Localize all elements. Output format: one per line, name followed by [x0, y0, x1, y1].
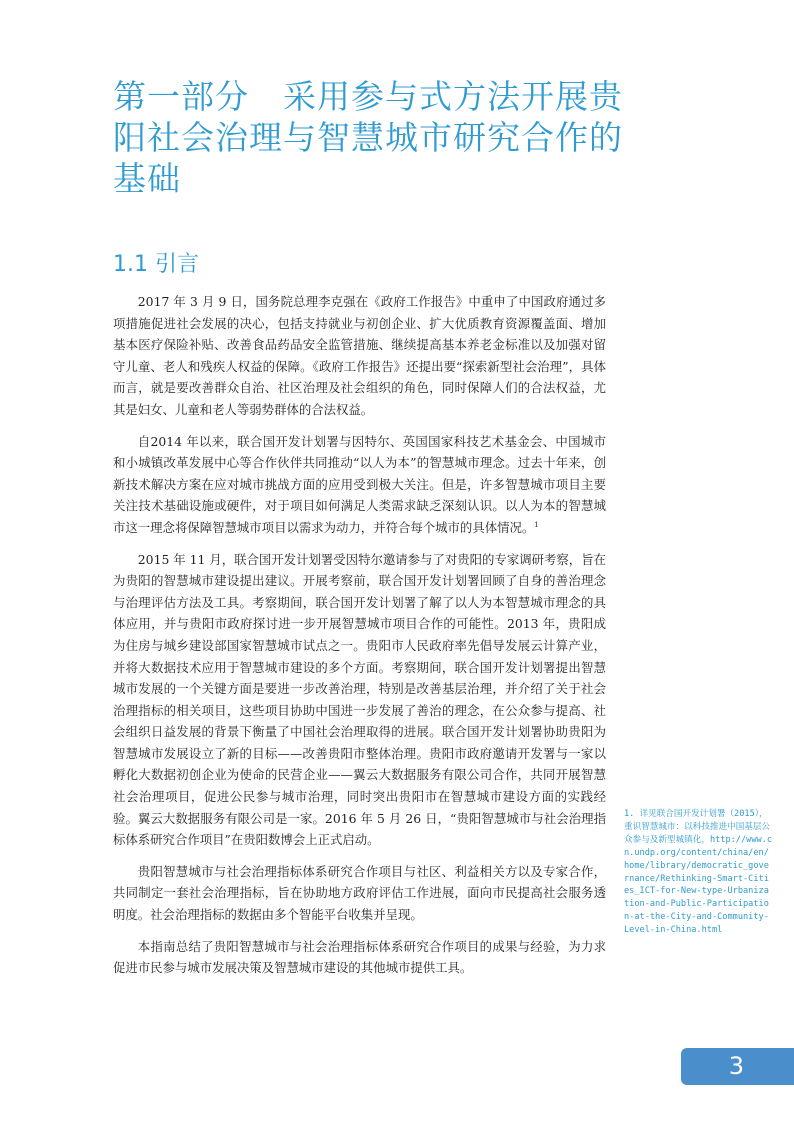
footnote: 1. 详见联合国开发计划署（2015），重识智慧城市：以科技推进中国基层公众参与及新型城镇化，http://www.cn.undp.org/content/china/en/home/library/democratic_governance/Rethinking-Smart-Cities_ICT-for-New-type-Urbanization-and-Public-Participation-at-the-City-and-Community-Level-in-China.html	[624, 809, 773, 936]
paragraph-1	[113, 291, 606, 421]
paragraph-3-text: 2015 年 11 月，联合国开发计划署受因特尔邀请参与了对贵阳的专家调研考察，旨在为贵阳的智慧城市建设提出建议。开展考察前，联合国开发计划署回顾了自身的善治理念与治理评估方法及工具。考察期间，联合国开发计划署了解了以人为本智慧城市理念的具体应用，并与贵阳市政府探讨进一步开展智慧城市项目合作的可能性。2013 年，贵阳成为住房与城乡建设部国家智慧城市试点之一。贵阳市人民政府率先倡导发展云计算产业，并将大数据技术应用于智慧城市建设的多个方面。考察期间，联合国开发计划署提出智慧城市发展的一个关键方面是要进一步改善治理，特别是改善基层治理，并介绍了关于社会治理指标的相关项目，这些项目协助中国进一步发展了善治的理念，在公众参与提高、社会组织日益发展的背景下衡量了中国社会治理取得的进展。联合国开发计划署协助贵阳为智慧城市发展设立了新的目标——改善贵阳市整体治理。贵阳市政府邀请开发署与一家以孵化大数据初创企业为使命的民营企业——翼云大数据服务有限公司合作，共同开展智慧社会治理项目，促进公民参与城市治理，同时突出贵阳市在智慧城市建设方面的实践经验。翼云大数据服务有限公司是一家。2016 年 5 月 26 日，“贵阳智慧城市与社会治理指标体系研究合作项目”在贵阳数博会上正式启动。	[113, 551, 606, 848]
paragraph-4-text: 贵阳智慧城市与社会治理指标体系研究合作项目与社区、利益相关方以及专家合作，共同制定一套社会治理指标，旨在协助地方政府评估工作进展，面向市民提高社会服务透明度。社会治理指标的数据由多个智能平台收集并呈现。	[113, 863, 606, 923]
paragraph-5-text: 本指南总结了贵阳智慧城市与社会治理指标体系研究合作项目的成果与经验，为力求促进市民参与城市发展决策及智慧城市建设的其他城市提供工具。	[113, 938, 606, 976]
chapter-title: 第一部分 采用参与式方法开展贵阳社会治理与智慧城市研究合作的基础	[113, 77, 623, 198]
paragraph-2-text: 自2014 年以来，联合国开发计划署与因特尔、英国国家科技艺术基金会、中国城市和小城镇改革发展中心等合作伙伴共同推动“以人为本”的智慧城市理念。过去十年来，创新技术解决方案在应对城市挑战方面的应用受到极大关注。但是，许多智慧城市项目主要关注技术基础设施或硬件，对于项目如何满足人类需求缺乏深刻认识。以人为本的智慧城市这一理念将保障智慧城市项目以需求为动力，并符合每个城市的具体情况。	[113, 433, 606, 535]
paragraph-3	[113, 549, 606, 851]
page-number-tab	[681, 1048, 794, 1085]
footnote-marker[interactable]: 1	[534, 520, 539, 529]
page-number: 3	[728, 1052, 744, 1080]
paragraph-2	[113, 431, 606, 539]
paragraph-1-text: 2017 年 3 月 9 日，国务院总理李克强在《政府工作报告》中重申了中国政府通过多项措施促进社会发展的决心，包括支持就业与初创企业、扩大优质教育资源覆盖面、增加基本医疗保险补贴、改善食品药品安全监管措施、继续提高基本养老金标准以及加强对留守儿童、老人和残疾人权益的保障。《政府工作报告》还提出要“探索新型社会治理”，具体而言，就是要改善群众自治、社区治理及社会组织的角色，同时保障人们的合法权益，尤其是妇女、儿童和老人等弱势群体的合法权益。	[113, 294, 606, 417]
paragraph-5	[113, 936, 606, 979]
paragraph-4	[113, 861, 606, 926]
main-text	[113, 291, 606, 989]
section-title: 1.1 引言	[113, 252, 199, 277]
